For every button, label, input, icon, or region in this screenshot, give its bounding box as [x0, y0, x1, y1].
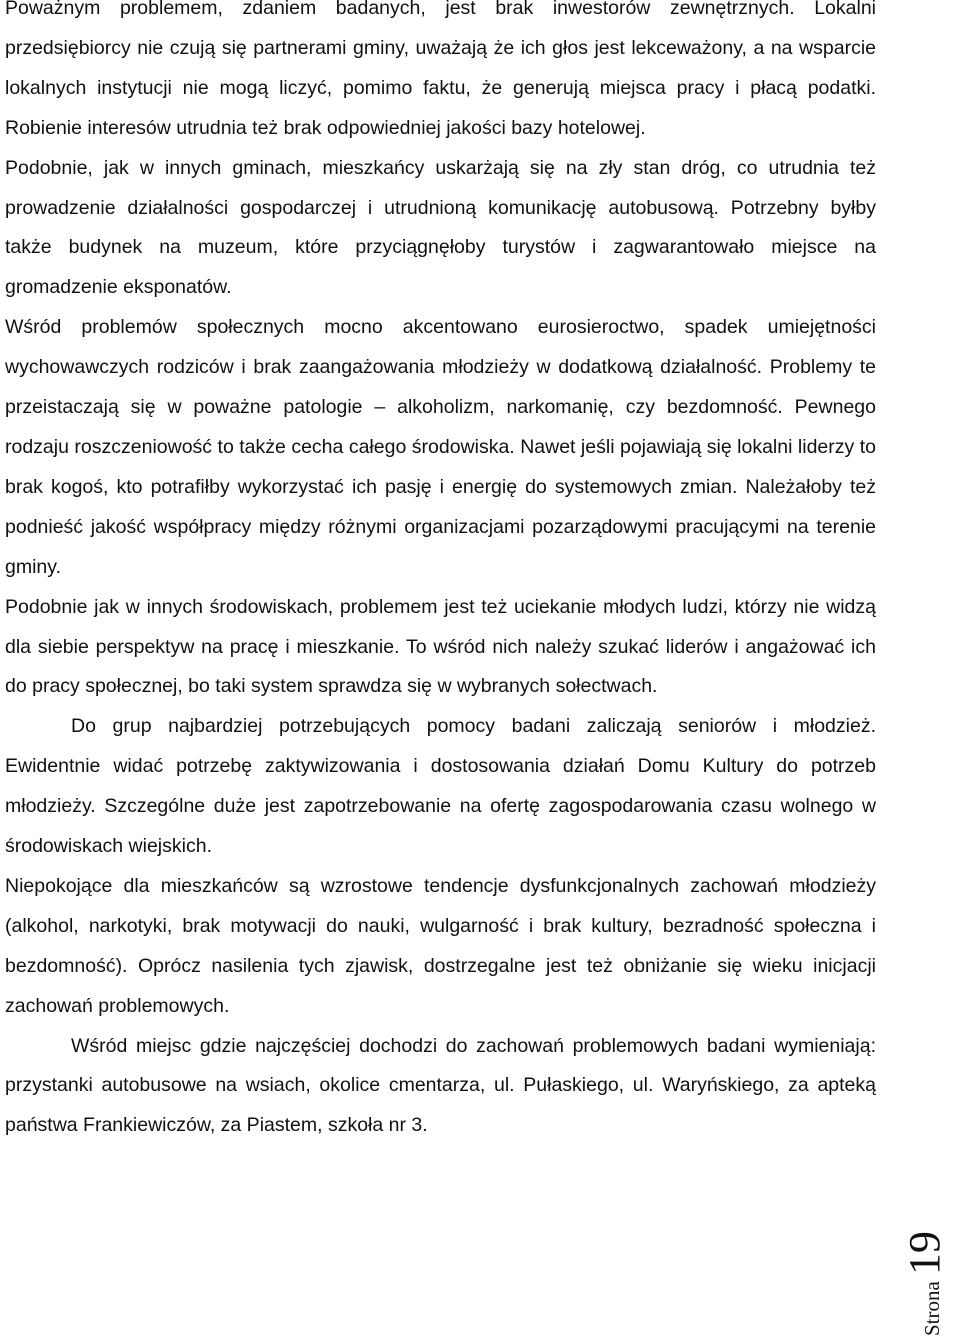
page-number: 19 — [900, 1231, 949, 1276]
paragraph-social-problems: Wśród problemów społecznych mocno akcentowano eurosieroctwo, spadek umiejętności wychowawczych rodziców i brak zaangażowania młodzieży w dodatkową działalność. Problemy te przeistaczają się w poważne patologie – alkoholizm, narkomanię, czy bezdomność. Pewnego rodzaju roszczeniowość to także cecha całego środowiska. Nawet jeśli pojawiają się lokalni liderzy to brak kogoś, kto potrafiłby wykorzystać ich pasję i energię do systemowych zmian. Należałoby też podnieść jakość współpracy między różnymi organizacjami pozarządowymi pracującymi na terenie gminy. — [5, 316, 876, 578]
page-body — [5, 0, 876, 1146]
paragraph-investors: Poważnym problemem, zdaniem badanych, jest brak inwestorów zewnętrznych. Lokalni przedsiębiorcy nie czują się partnerami gminy, uważają że ich głos jest lekceważony, a na wsparcie lokalnych instytucji nie mogą liczyć, pomimo faktu, że generują miejsca pracy i płacą podatki. Robienie interesów utrudnia też brak odpowiedniej jakości bazy hotelowej. — [5, 0, 876, 139]
page-number-footer — [897, 1226, 960, 1336]
paragraph-youth-dysfunction: Niepokojące dla mieszkańców są wzrostowe tendencje dysfunkcjonalnych zachowań młodzieży (alkohol, narkotyki, brak motywacji do nauki, wulgarność i brak kultury, bezradność społeczna i bezdomność). Oprócz nasilenia tych zjawisk, dostrzegalne jest też obniżanie się wieku inicjacji zachowań problemowych. — [5, 874, 876, 1017]
paragraph-roads: Podobnie, jak w innych gminach, mieszkańcy uskarżają się na zły stan dróg, co utrudnia też prowadzenie działalności gospodarczej i utrudnioną komunikację autobusową. Potrzebny byłby także budynek na muzeum, które przyciągnęłoby turystów i zagwarantowało miejsce na gromadzenie eksponatów. — [5, 156, 876, 299]
paragraph-youth-emigration: Podobnie jak w innych środowiskach, problemem jest też uciekanie młodych ludzi, którzy nie widzą dla siebie perspektyw na pracę i mieszkanie. To wśród nich należy szukać liderów i angażować ich do pracy społecznej, bo taki system sprawdza się w wybranych sołectwach. — [5, 595, 876, 698]
page-label: Strona — [920, 1281, 944, 1336]
paragraph-groups-in-need: Do grup najbardziej potrzebujących pomocy badani zaliczają seniorów i młodzież. Ewidentnie widać potrzebę zaktywizowania i dostosowania działań Domu Kultury do potrzeb młodzieży. Szczególne duże jest zapotrzebowanie na ofertę zagospodarowania czasu wolnego w środowiskach wiejskich. — [5, 715, 876, 858]
paragraph-problem-locations: Wśród miejsc gdzie najczęściej dochodzi do zachowań problemowych badani wymieniają: przystanki autobusowe na wsiach, okolice cmentarza, ul. Pułaskiego, ul. Waryńskiego, za apteką państwa Frankiewiczów, za Piastem, szkoła nr 3. — [5, 1034, 876, 1137]
